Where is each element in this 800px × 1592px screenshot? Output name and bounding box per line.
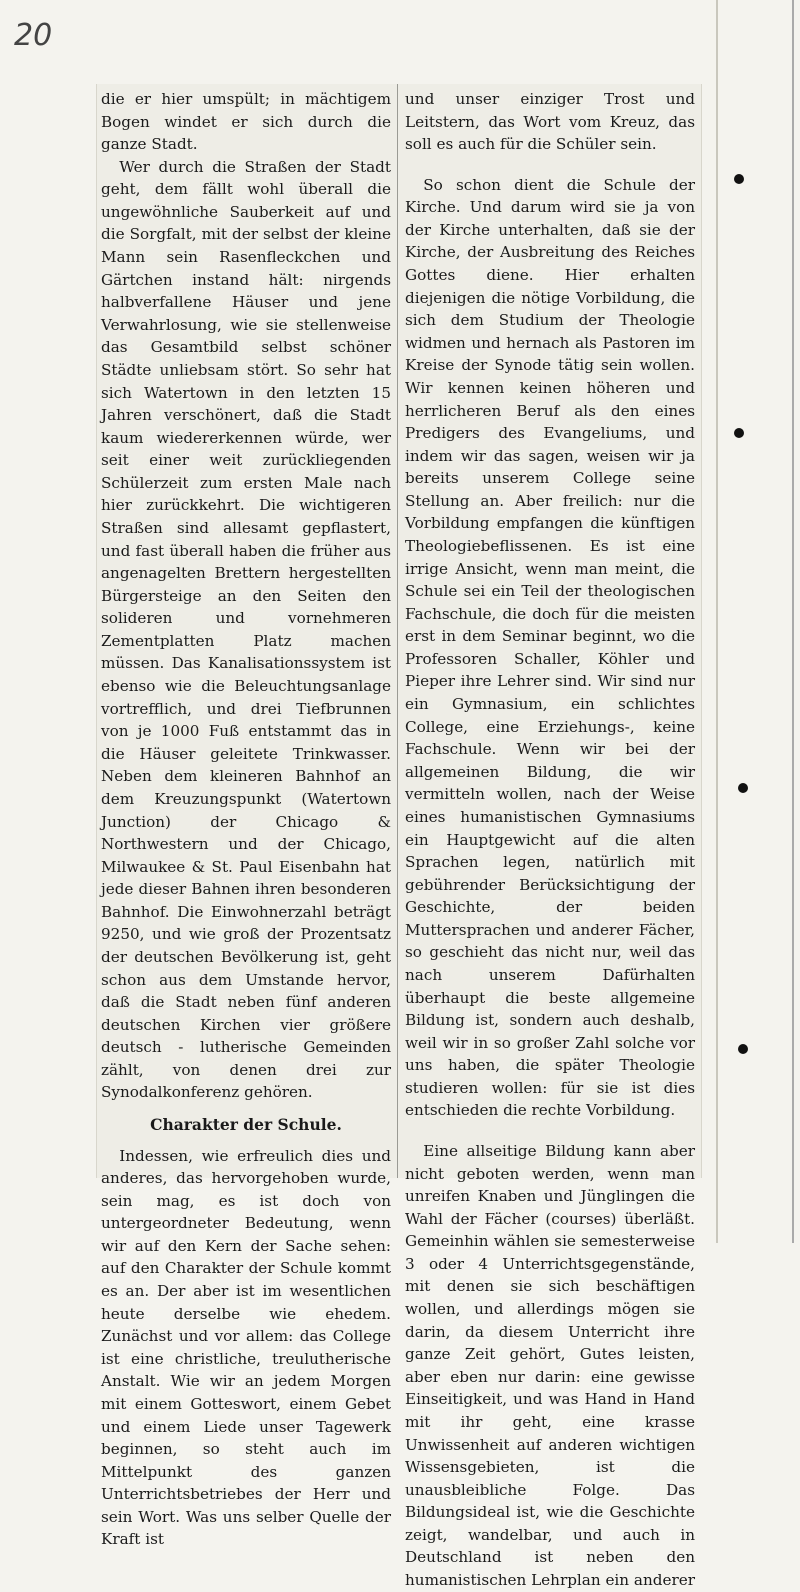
paper-edge	[716, 0, 718, 1243]
paper-edge-right	[792, 0, 794, 1243]
left-column	[101, 88, 391, 1549]
paragraph: Indessen, wie erfreulich dies und anderes, das hervorgehoben wurde, sein mag, es ist doch von untergeordneter Bedeutung, wenn wir auf den Kern der Sache sehen: auf den Charakter der Schule kommt es an. Der aber ist im wesentlichen heute derselbe wie ehedem. Zunächst und vor allem: das College ist eine christliche, treulutherische Anstalt. Wie wir an jedem Morgen mit einem Gotteswort, einem Gebet und einem Liede unser Tagewerk beginnen, so steht auch im Mittelpunkt des ganzen Unterrichtsbetriebes der Herr und sein Wort. Was uns selber Quelle der Kraft ist	[101, 1146, 391, 1549]
binder-hole	[738, 1044, 748, 1054]
section-heading: Charakter der Schule.	[150, 1115, 342, 1135]
right-column	[405, 88, 695, 1589]
paragraph: Eine allseitige Bildung kann aber nicht geboten werden, wenn man unreifen Knaben und Jünglingen die Wahl der Fächer (courses) überläßt. Gemeinhin wählen sie semesterweise 3 oder 4 Unterrichtsgegenstände, mit denen sie sich beschäftigen wollen, und allerdings mögen sie darin, da diesem Unterricht ihre ganze Zeit gehört, Gutes leisten, aber eben nur darin: eine gewisse Einseitigkeit, und was Hand in Hand mit ihr geht, eine krasse Unwissenheit auf anderen wichtigen Wissensgebieten, ist die unausbleibliche Folge. Das Bildungsideal ist, wie die Geschichte zeigt, wandelbar, und auch in Deutschland ist neben den humanistischen Lehrplan ein anderer	[405, 1142, 695, 1589]
paragraph: So schon dient die Schule der Kirche. Und darum wird sie ja von der Kirche unterhalten, daß sie der Kirche, der Ausbreitung des Reiches Gottes diene. Hier erhalten diejenigen die nötige Vorbildung, die sich dem Studium der Theologie widmen und hernach als Pastoren im Kreise der Synode tätig sein wollen. Wir kennen keinen höheren und herrlicheren Beruf als den eines Predigers des Evangeliums, und indem wir das sagen, weisen wir ja bereits unserem College seine Stellung an. Aber freilich: nur die Vorbildung empfangen die künftigen Theologiebeflissenen. Es ist eine irrige Ansicht, wenn man meint, die Schule sei ein Teil der theologischen Fachschule, die doch für die meisten erst in dem Seminar beginnt, wo die Professoren Schaller, Köhler und Pieper ihre Lehrer sind. Wir sind nur ein Gymnasium, ein schlichtes College, eine Erziehungs-, keine Fachschule. Wenn wir bei der allgemeinen Bildung, die wir vermitteln wollen, nach der Weise eines humanistischen Gymnasiums ein Hauptgewicht auf die alten Sprachen legen, natürlich mit gebührender Berücksichtigung der Geschichte, der beiden Muttersprachen und anderer Fächer, so geschieht das nicht nur, weil das nach unserem Dafürhalten überhaupt die beste allgemeine Bildung ist, sondern auch deshalb, weil wir in so großer Zahl solche vor uns haben, die später Theologie studieren wollen: für sie ist dies entschieden die rechte Vorbildung.	[405, 175, 695, 1120]
column-divider	[397, 84, 398, 1178]
paragraph: die er hier umspült; in mächtigem Bogen windet er sich durch die ganze Stadt.	[101, 90, 391, 154]
newspaper-clipping	[96, 84, 702, 1589]
binder-hole	[738, 783, 748, 793]
binder-hole	[734, 428, 744, 438]
paragraph: Wer durch die Straßen der Stadt geht, dem fällt wohl überall die ungewöhnliche Sauberkeit auf und die Sorgfalt, mit der selbst der kleine Mann sein Rasenfleckchen und Gärtchen instand hält: nirgends halbverfallene Häuser und jene Verwahrlosung, wie sie stellenweise das Gesamtbild selbst schöner Städte unliebsam stört. So sehr hat sich Watertown in den letzten 15 Jahren verschönert, daß die Stadt kaum wiedererkennen würde, wer seit einer weit zurückliegenden Schülerzeit zum ersten Male nach hier zurückkehrt. Die wichtigeren Straßen sind allesamt gepflastert, und fast überall haben die früher aus angenagelten Brettern hergestellten Bürgersteige an den Seiten den solideren und vornehmeren Zementplatten Platz machen müssen. Das Kanalisationssystem ist ebenso wie die Beleuchtungsanlage vortrefflich, und drei Tiefbrunnen von je 1000 Fuß entstammt das in die Häuser geleitete Trinkwasser. Neben dem kleineren Bahnhof an dem Kreuzungspunkt (Watertown Junction) der Chicago & Northwestern und der Chicago, Milwaukee & St. Paul Eisenbahn hat jede dieser Bahnen ihren besonderen Bahnhof. Die Einwohnerzahl beträgt 9250, und wie groß der Prozentsatz der deutschen Bevölkerung ist, geht schon aus dem Umstande hervor, daß die Stadt neben fünf anderen deutschen Kirchen vier größere deutsch - lutherische Gemeinden zählt, von denen drei zur Synodalkonferenz gehören.	[101, 157, 391, 1102]
page-number: 20	[14, 18, 53, 53]
binder-hole	[734, 174, 744, 184]
paragraph: und unser einziger Trost und Leitstern, das Wort vom Kreuz, das soll es auch für die Schüler sein.	[405, 90, 695, 154]
